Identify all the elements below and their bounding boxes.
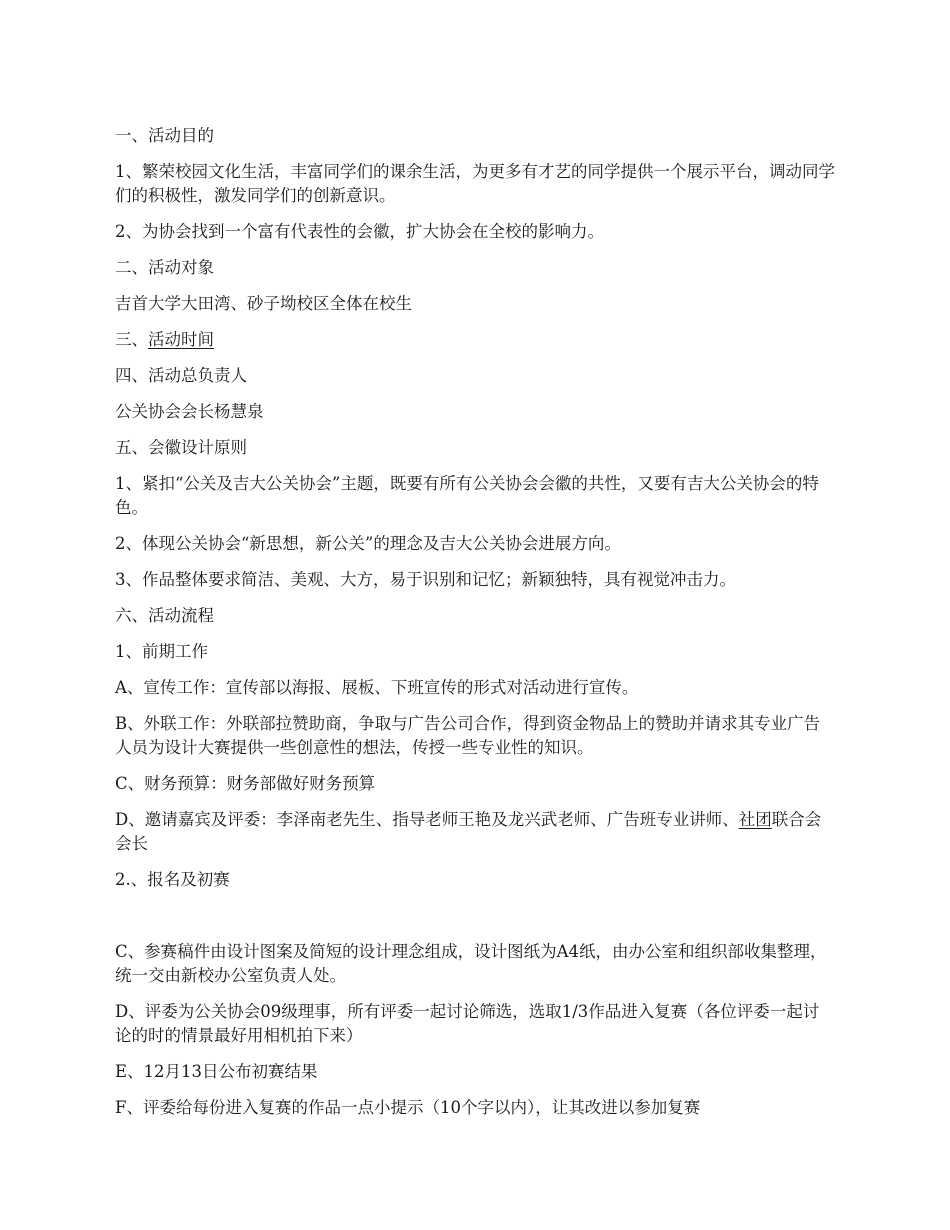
process-step-2: 2.、报名及初赛: [115, 870, 230, 889]
person-in-charge-text: 公关协会会长杨慧泉: [115, 402, 264, 421]
heading-activity-time-prefix: 三、: [115, 330, 148, 349]
heading-activity-time-link: 活动时间: [148, 330, 214, 349]
purpose-item-1: 1、繁荣校园文化生活，丰富同学们的课余生活，为更多有才艺的同学提供一个展示平台，调动同学们的积极性，激发同学们的创新意识。: [115, 162, 835, 205]
principle-item-2: 2、体现公关协会“新思想，新公关”的理念及吉大公关协会进展方向。: [115, 534, 621, 553]
target-text: 吉首大学大田湾、砂子坳校区全体在校生: [115, 294, 412, 313]
heading-activity-process: 六、活动流程: [115, 606, 214, 625]
principle-item-3: 3、作品整体要求简洁、美观、大方，易于识别和记忆；新颖独特，具有视觉冲击力。: [115, 570, 736, 589]
prelim-item-f: F、评委给每份进入复赛的作品一点小提示（10个字以内），让其改进以参加复赛: [115, 1098, 701, 1117]
process-item-d-link: 社团: [738, 810, 772, 829]
heading-design-principles: 五、会徽设计原则: [115, 438, 247, 457]
principle-item-1: 1、紧扣“公关及吉大公关协会”主题，既要有所有公关协会会徽的共性，又要有吉大公关协会的特色。: [115, 474, 819, 517]
process-item-a: A、宣传工作：宣传部以海报、展板、下班宣传的形式对活动进行宣传。: [115, 678, 639, 697]
process-item-d-prefix: D、邀请嘉宾及评委：李泽南老先生、指导老师王艳及龙兴武老师、广告班专业讲师、: [115, 810, 739, 829]
heading-activity-purpose: 一、活动目的: [115, 126, 214, 145]
prelim-item-c: C、参赛稿件由设计图案及简短的设计理念组成，设计图纸为A4纸，由办公室和组织部收集整理，统一交由新校办公室负责人处。: [115, 942, 827, 985]
heading-activity-target: 二、活动对象: [115, 258, 214, 277]
document-body: [115, 124, 835, 1132]
process-step-1: 1、前期工作: [115, 642, 208, 661]
purpose-item-2: 2、为协会找到一个富有代表性的会徽，扩大协会在全校的影响力。: [115, 222, 604, 241]
process-item-d: [115, 808, 835, 856]
process-item-b: B、外联工作：外联部拉赞助商，争取与广告公司合作，得到资金物品上的赞助并请求其专业广告人员为设计大赛提供一些创意性的想法，传授一些专业性的知识。: [115, 714, 821, 757]
heading-person-in-charge: 四、活动总负责人: [115, 366, 247, 385]
prelim-item-d: D、评委为公关协会09级理事，所有评委一起讨论筛选，选取1/3作品进入复赛（各位评委一起讨论的时的情景最好用相机拍下来）: [115, 1002, 820, 1045]
prelim-item-e: E、12月13日公布初赛结果: [115, 1062, 318, 1081]
process-item-c: C、财务预算：财务部做好财务预算: [115, 774, 376, 793]
heading-activity-time: [115, 328, 835, 352]
process-item-d-suffix: 联合会会长: [115, 810, 822, 853]
